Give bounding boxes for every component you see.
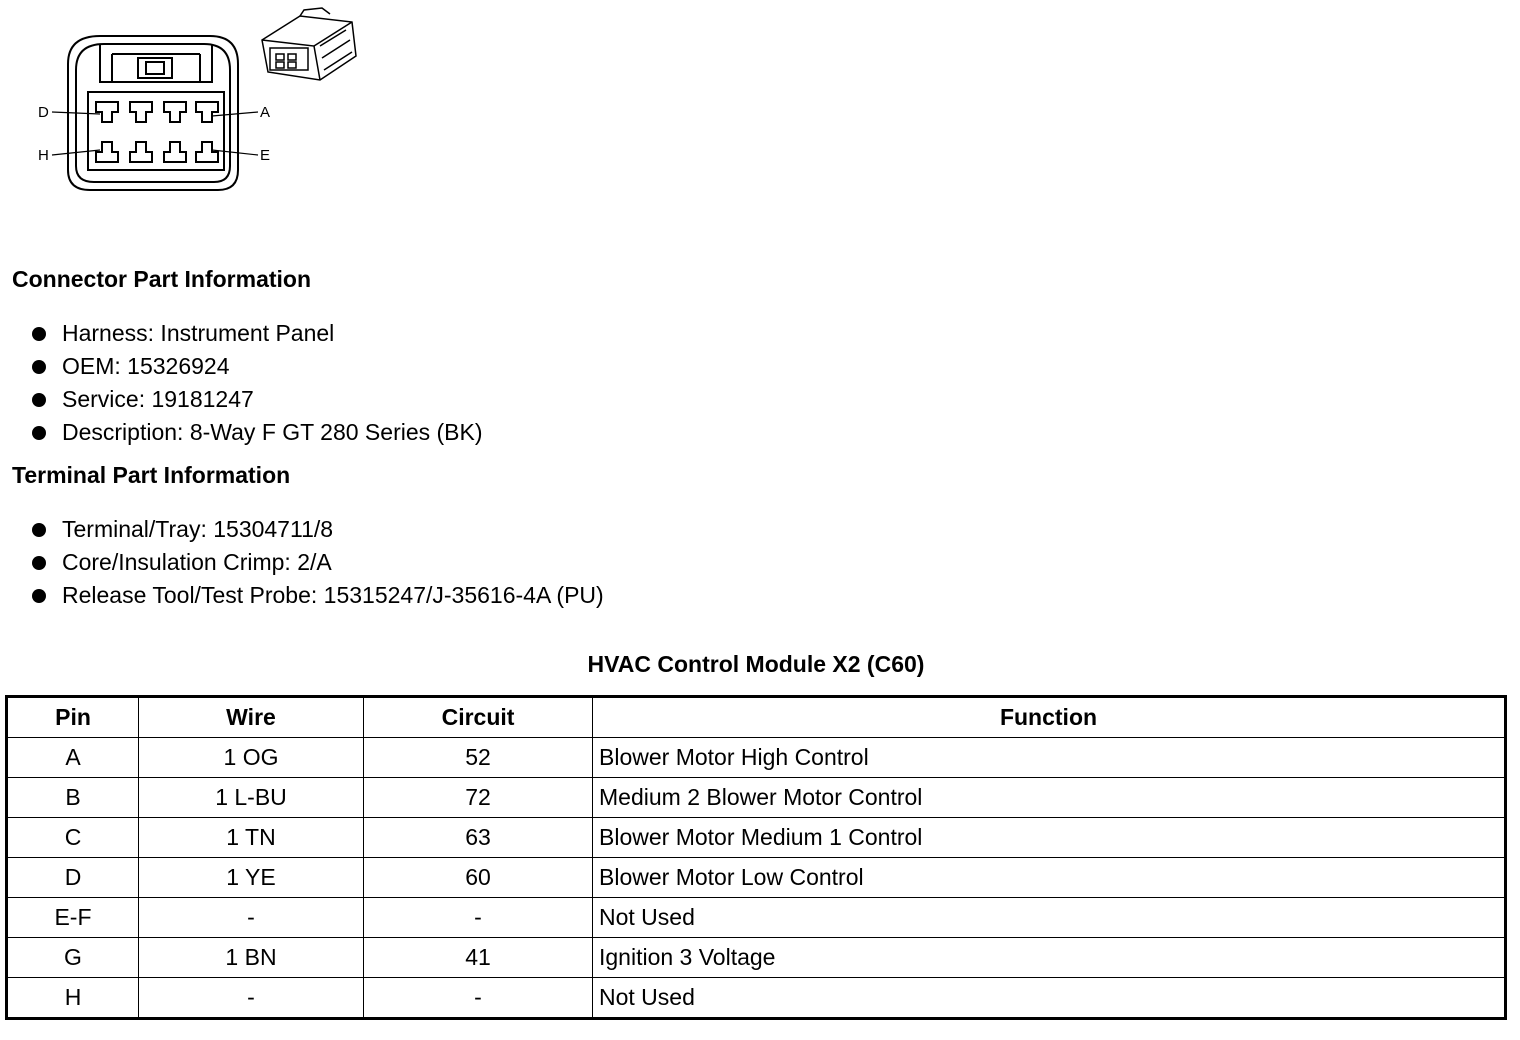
cell-circuit: - (364, 978, 593, 1019)
connector-isometric-icon (262, 8, 356, 80)
pin-label-top-right: A (260, 104, 271, 121)
cell-wire: - (139, 978, 364, 1019)
list-item: Harness: Instrument Panel (28, 317, 483, 350)
table-row (7, 738, 1506, 778)
cell-wire: 1 OG (139, 738, 364, 778)
cell-pin: A (7, 738, 139, 778)
list-item: Core/Insulation Crimp: 2/A (28, 546, 604, 579)
table-row (7, 858, 1506, 898)
pin-label-top-left: D (38, 104, 49, 121)
bullet-icon (32, 556, 46, 570)
cell-circuit: 52 (364, 738, 593, 778)
cell-circuit: 41 (364, 938, 593, 978)
cell-function: Ignition 3 Voltage (593, 938, 1506, 978)
cell-pin: H (7, 978, 139, 1019)
bullet-icon (32, 426, 46, 440)
cell-pin: B (7, 778, 139, 818)
bullet-icon (32, 589, 46, 603)
table-header-row (7, 697, 1506, 738)
table-row (7, 898, 1506, 938)
list-item: Release Tool/Test Probe: 15315247/J-35616-4A (PU) (28, 579, 604, 612)
header-wire: Wire (139, 697, 364, 738)
cell-pin: D (7, 858, 139, 898)
cell-function: Not Used (593, 978, 1506, 1019)
cell-wire: 1 TN (139, 818, 364, 858)
cell-wire: 1 L-BU (139, 778, 364, 818)
pinout-table (5, 695, 1507, 1020)
header-pin: Pin (7, 697, 139, 738)
table-row (7, 978, 1506, 1019)
cell-function: Not Used (593, 898, 1506, 938)
bullet-icon (32, 327, 46, 341)
cell-circuit: 63 (364, 818, 593, 858)
cell-circuit: - (364, 898, 593, 938)
bullet-icon (32, 523, 46, 537)
pin-label-bottom-left: H (38, 147, 49, 164)
cell-function: Blower Motor Low Control (593, 858, 1506, 898)
list-item: Terminal/Tray: 15304711/8 (28, 513, 604, 546)
table-title: HVAC Control Module X2 (C60) (587, 651, 925, 677)
bullet-icon (32, 393, 46, 407)
cell-circuit: 72 (364, 778, 593, 818)
terminal-info-heading: Terminal Part Information (12, 462, 291, 488)
connector-info-heading: Connector Part Information (12, 266, 312, 292)
cell-pin: G (7, 938, 139, 978)
cell-function: Medium 2 Blower Motor Control (593, 778, 1506, 818)
cell-pin: E-F (7, 898, 139, 938)
connector-diagram (0, 0, 380, 210)
cell-wire: - (139, 898, 364, 938)
cell-pin: C (7, 818, 139, 858)
bullet-icon (32, 360, 46, 374)
header-function: Function (593, 697, 1506, 738)
table-row (7, 818, 1506, 858)
table-row (7, 778, 1506, 818)
list-item: OEM: 15326924 (28, 350, 483, 383)
terminal-info-list (28, 513, 604, 612)
cell-wire: 1 YE (139, 858, 364, 898)
list-item: Service: 19181247 (28, 383, 483, 416)
table-row (7, 938, 1506, 978)
connector-info-list (28, 317, 483, 449)
cell-function: Blower Motor Medium 1 Control (593, 818, 1506, 858)
list-item: Description: 8-Way F GT 280 Series (BK) (28, 416, 483, 449)
header-circuit: Circuit (364, 697, 593, 738)
cell-wire: 1 BN (139, 938, 364, 978)
cell-circuit: 60 (364, 858, 593, 898)
pin-label-bottom-right: E (260, 147, 271, 164)
cell-function: Blower Motor High Control (593, 738, 1506, 778)
